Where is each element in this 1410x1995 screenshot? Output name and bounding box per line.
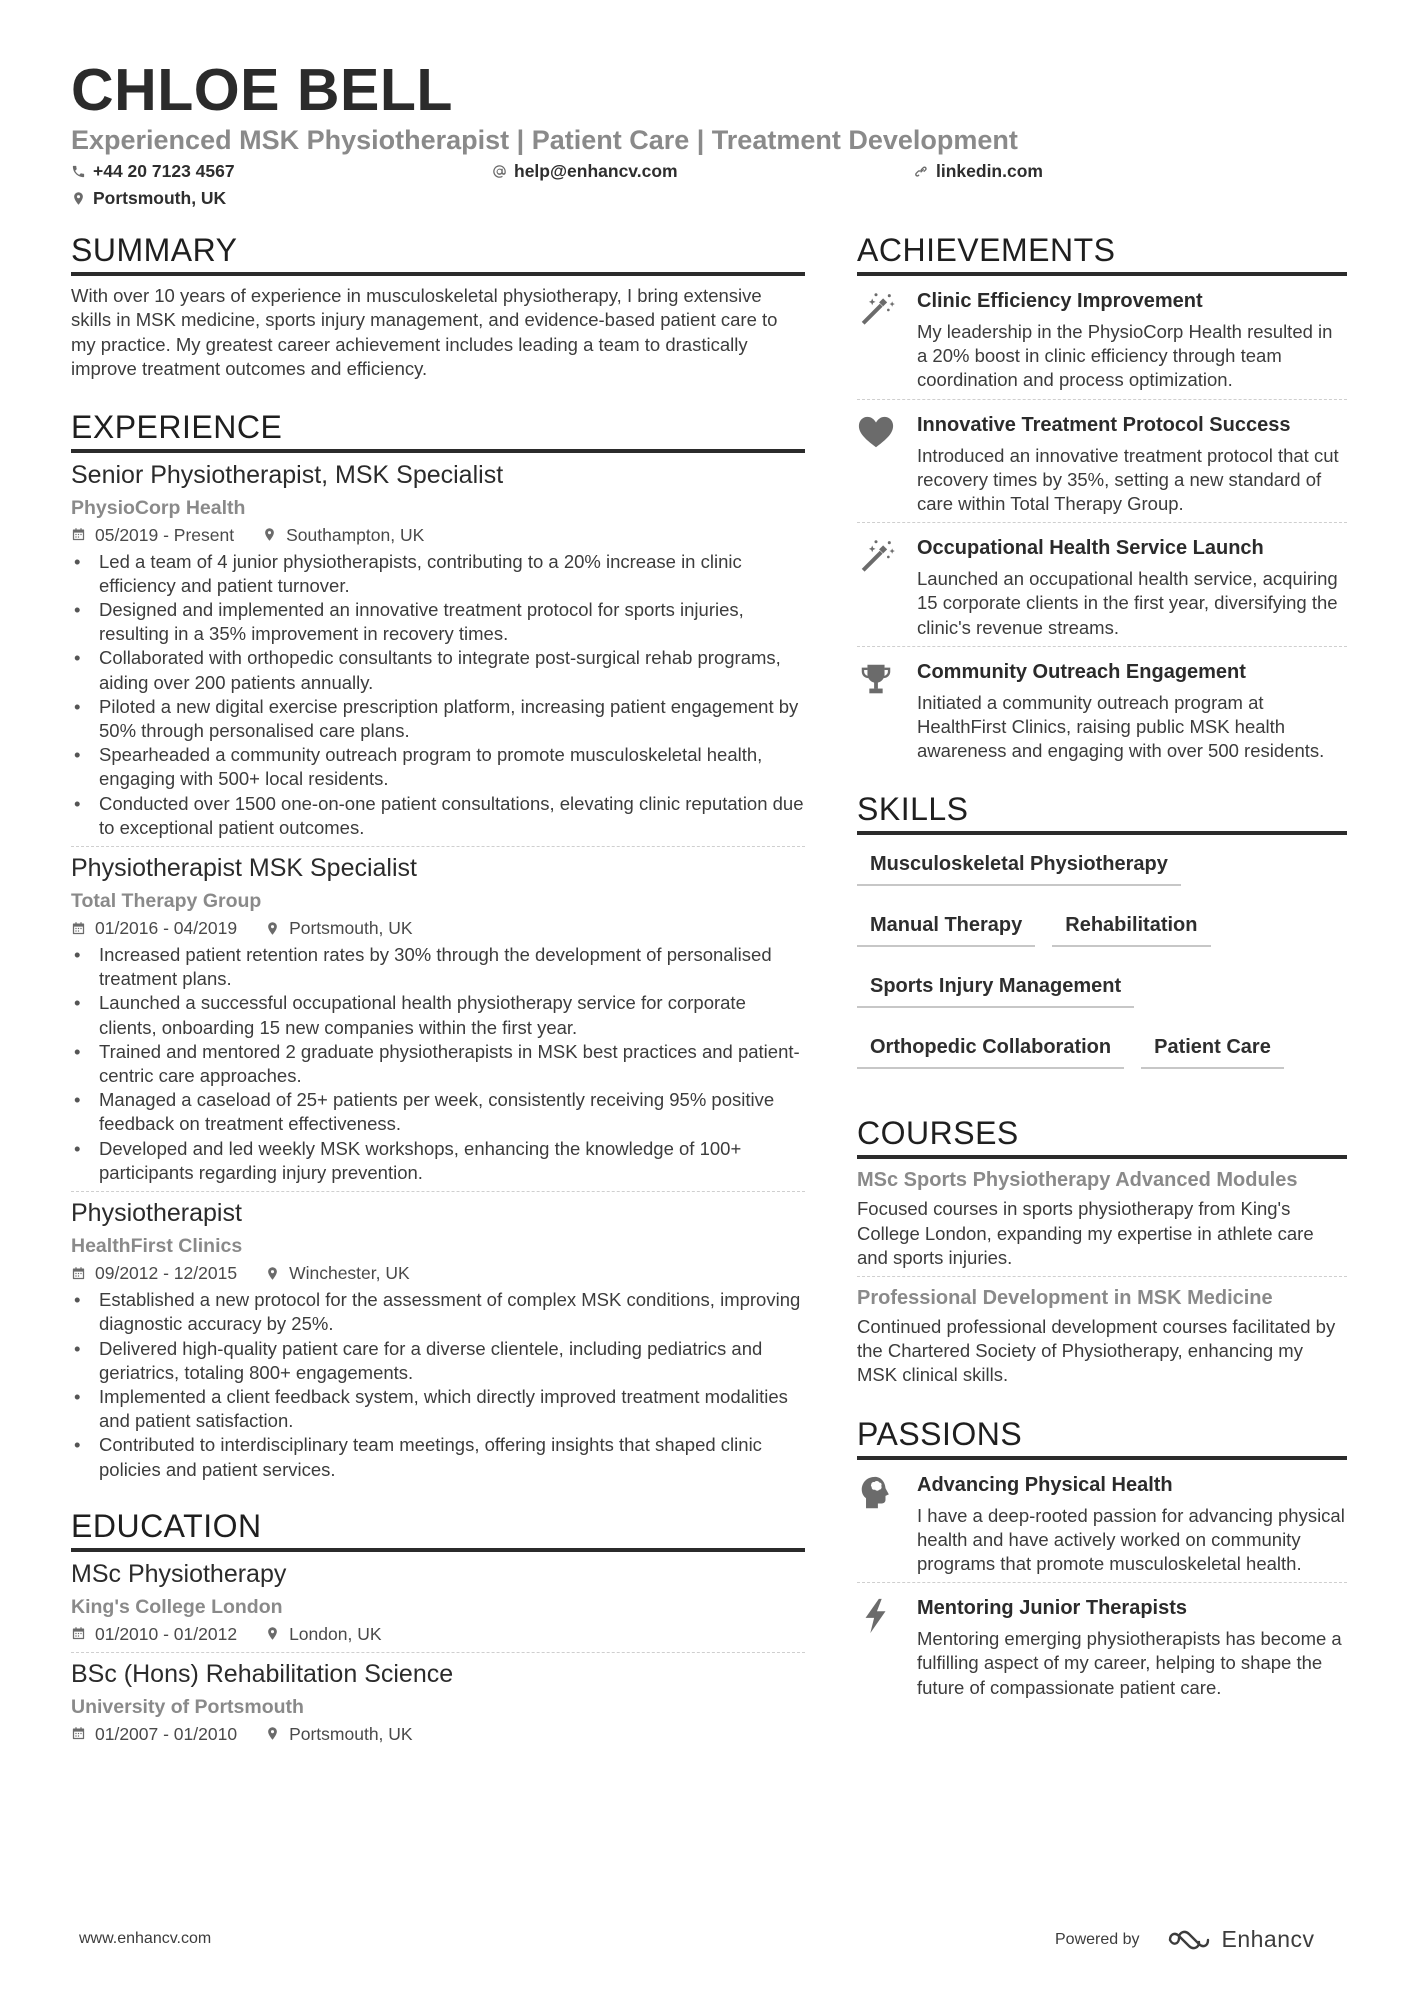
- skill-tag: Rehabilitation: [1052, 904, 1210, 947]
- contact-email[interactable]: [492, 160, 678, 182]
- contact-location: [71, 187, 226, 209]
- achievement-title: Community Outreach Engagement: [917, 660, 1246, 683]
- skills-row: [857, 904, 1347, 965]
- calendar-icon: [71, 1626, 86, 1641]
- achievement-title: Innovative Treatment Protocol Success: [917, 413, 1291, 436]
- school-name: King's College London: [71, 1595, 283, 1618]
- passion-desc: I have a deep-rooted passion for advancing physical health and have actively worked on community programs that promote musculoskeletal health.: [917, 1504, 1345, 1575]
- experience-entry: [71, 1197, 805, 1482]
- achievement-desc: Initiated a community outreach program at HealthFirst Clinics, raising public MSK health awareness and engaging with over 500 residents.: [917, 691, 1325, 762]
- footer-powered: [1055, 1926, 1315, 1953]
- entry-divider: [857, 646, 1347, 647]
- job-meta: [71, 1261, 805, 1285]
- email-text: help@enhancv.com: [514, 161, 678, 181]
- bullet-item: • Increased patient retention rates by 30% through the development of personalised treatment plans.: [71, 943, 805, 991]
- education-meta: [71, 1622, 805, 1646]
- skills-row: [857, 965, 1347, 1026]
- calendar-icon: [71, 527, 86, 542]
- right-column: [857, 230, 1347, 1700]
- job-bullets: [71, 550, 805, 840]
- skill-tag: Sports Injury Management: [857, 965, 1134, 1008]
- course-item: [857, 1167, 1347, 1270]
- section-title-passions: PASSIONS: [857, 1414, 1347, 1460]
- passions-section: [857, 1414, 1347, 1700]
- education-location-wrap: [265, 1622, 381, 1646]
- passion-title: Mentoring Junior Therapists: [917, 1597, 1188, 1620]
- map-pin-icon: [265, 1266, 280, 1281]
- passion-item: [857, 1595, 1347, 1700]
- course-item: [857, 1285, 1347, 1388]
- enhancv-logo-icon: [1166, 1928, 1212, 1952]
- trophy-icon: [857, 661, 895, 699]
- phone-icon: [71, 164, 86, 179]
- map-pin-icon: [265, 921, 280, 936]
- skills-row: [857, 1026, 1347, 1087]
- location-text: Portsmouth, UK: [93, 188, 227, 208]
- bullet-item: • Established a new protocol for the assessment of complex MSK conditions, improving diagnostic accuracy by 25%.: [71, 1288, 805, 1336]
- job-bullets: [71, 1288, 805, 1482]
- course-desc: Focused courses in sports physiotherapy from King's College London, expanding my expertise in athlete care and sports injuries.: [857, 1198, 1314, 1268]
- achievement-desc: My leadership in the PhysioCorp Health resulted in a 20% boost in clinic efficiency through team coordination and process optimization.: [917, 321, 1333, 391]
- job-title: Physiotherapist: [71, 1199, 242, 1228]
- linkedin-text: linkedin.com: [936, 161, 1043, 181]
- education-meta: [71, 1722, 805, 1746]
- bullet-item: • Managed a caseload of 25+ patients per week, consistently receiving 95% positive feedback on treatment effectiveness.: [71, 1088, 805, 1136]
- entry-divider: [857, 1582, 1347, 1583]
- experience-entry: [71, 852, 805, 1185]
- education-section: [71, 1506, 805, 1746]
- head-brain-icon: [857, 1474, 895, 1512]
- bullet-item: • Designed and implemented an innovative treatment protocol for sports injuries, resulting in a 35% improvement in recovery times.: [71, 598, 805, 646]
- heart-icon: [857, 414, 895, 452]
- bullet-item: • Implemented a client feedback system, which directly improved treatment modalities and patient satisfaction.: [71, 1385, 805, 1433]
- calendar-icon: [71, 1726, 86, 1741]
- job-location: Winchester, UK: [289, 1263, 410, 1284]
- skill-tag: Manual Therapy: [857, 904, 1035, 947]
- job-dates: 09/2012 - 12/2015: [95, 1263, 238, 1284]
- calendar-icon: [71, 1266, 86, 1281]
- phone-text: +44 20 7123 4567: [93, 161, 235, 181]
- entry-divider: [71, 846, 805, 847]
- achievement-item: [857, 288, 1347, 393]
- education-dates: 01/2007 - 01/2010: [95, 1723, 238, 1744]
- achievement-item: [857, 659, 1347, 764]
- at-icon: [492, 164, 507, 179]
- course-title: MSc Sports Physiotherapy Advanced Modules: [857, 1169, 1298, 1192]
- job-bullets: [71, 943, 805, 1185]
- bullet-item: • Piloted a new digital exercise prescription platform, increasing patient engagement by 50% through personalised care plans.: [71, 695, 805, 743]
- map-pin-icon: [265, 1726, 280, 1741]
- summary-section: [71, 230, 805, 382]
- section-title-experience: EXPERIENCE: [71, 407, 805, 453]
- course-desc: Continued professional development courses facilitated by the Chartered Society of Physiotherapy, enhancing my MSK clinical skills.: [857, 1316, 1336, 1386]
- degree-title: MSc Physiotherapy: [71, 1559, 287, 1588]
- experience-section: [71, 407, 805, 1482]
- magic-wand-icon: [857, 290, 895, 328]
- section-title-skills: SKILLS: [857, 789, 1347, 835]
- section-title-courses: COURSES: [857, 1113, 1347, 1159]
- job-location-wrap: [265, 1261, 410, 1285]
- section-title-achievements: ACHIEVEMENTS: [857, 230, 1347, 276]
- skill-tag: Patient Care: [1141, 1026, 1284, 1069]
- map-pin-icon: [265, 1626, 280, 1641]
- calendar-icon: [71, 921, 86, 936]
- job-meta: [71, 916, 805, 940]
- candidate-name: CHLOE BELL: [71, 57, 453, 123]
- skill-tag: Orthopedic Collaboration: [857, 1026, 1124, 1069]
- job-company: Total Therapy Group: [71, 890, 262, 913]
- achievement-desc: Launched an occupational health service, acquiring 15 corporate clients in the first year, diversifying the clinic's revenue streams.: [917, 568, 1338, 638]
- job-dates: 05/2019 - Present: [95, 524, 235, 545]
- achievement-desc: Introduced an innovative treatment protocol that cut recovery times by 35%, setting a new standard of care within Total Therapy Group.: [917, 444, 1339, 515]
- education-entry: [71, 1658, 805, 1746]
- bullet-item: • Trained and mentored 2 graduate physiotherapists in MSK best practices and patient-centric care approaches.: [71, 1040, 805, 1088]
- powered-by-text: Powered by: [1055, 1930, 1140, 1948]
- passion-item: [857, 1472, 1347, 1577]
- course-title: Professional Development in MSK Medicine: [857, 1287, 1273, 1310]
- bullet-item: • Delivered high-quality patient care for a diverse clientele, including pediatrics and geriatrics, totaling 800+ engagements.: [71, 1337, 805, 1385]
- bullet-item: • Spearheaded a community outreach program to promote musculoskeletal health, engaging with 500+ local residents.: [71, 743, 805, 791]
- contact-phone: [71, 160, 235, 182]
- bullet-item: • Conducted over 1500 one-on-one patient consultations, elevating clinic reputation due to exceptional patient outcomes.: [71, 792, 805, 840]
- education-dates: 01/2010 - 01/2012: [95, 1623, 238, 1644]
- passion-desc: Mentoring emerging physiotherapists has become a fulfilling aspect of my career, helping to shape the future of compassionate patient care.: [917, 1628, 1342, 1698]
- passion-title: Advancing Physical Health: [917, 1473, 1173, 1496]
- map-pin-icon: [71, 191, 86, 206]
- achievement-item: [857, 535, 1347, 640]
- job-company: PhysioCorp Health: [71, 496, 246, 519]
- bullet-item: • Led a team of 4 junior physiotherapists, contributing to a 20% increase in clinic efficiency and patient turnover.: [71, 550, 805, 598]
- bullet-item: • Developed and led weekly MSK workshops, enhancing the knowledge of 100+ participants regarding injury prevention.: [71, 1137, 805, 1185]
- skills-list: [857, 843, 1347, 1087]
- section-title-summary: SUMMARY: [71, 230, 805, 276]
- left-column: [71, 230, 805, 1746]
- skills-row: [857, 843, 1347, 904]
- map-pin-icon: [262, 527, 277, 542]
- job-location-wrap: [265, 916, 413, 940]
- enhancv-logo[interactable]: [1166, 1926, 1315, 1953]
- job-title: Physiotherapist MSK Specialist: [71, 854, 417, 883]
- bullet-item: • Contributed to interdisciplinary team meetings, offering insights that shaped clinic policies and patient services.: [71, 1433, 805, 1481]
- candidate-headline: Experienced MSK Physiotherapist | Patient Care | Treatment Development: [71, 125, 1018, 155]
- courses-section: [857, 1113, 1347, 1387]
- bullet-item: • Collaborated with orthopedic consultants to integrate post-surgical rehab programs, aiding over 200 patients annually.: [71, 646, 805, 694]
- footer-website[interactable]: www.enhancv.com: [79, 1930, 212, 1947]
- job-location: Southampton, UK: [286, 524, 425, 545]
- entry-divider: [71, 1652, 805, 1653]
- job-location-wrap: [262, 523, 424, 547]
- experience-entry: [71, 459, 805, 840]
- education-location: Portsmouth, UK: [289, 1723, 413, 1744]
- job-dates: 01/2016 - 04/2019: [95, 918, 238, 939]
- section-title-education: EDUCATION: [71, 1506, 805, 1552]
- job-company: HealthFirst Clinics: [71, 1235, 243, 1258]
- job-location: Portsmouth, UK: [289, 918, 413, 939]
- link-icon: [914, 164, 929, 179]
- entry-divider: [857, 1276, 1347, 1277]
- bullet-item: • Launched a successful occupational health physiotherapy service for corporate clients, onboarding 15 new companies within the first year.: [71, 991, 805, 1039]
- achievements-section: [857, 230, 1347, 763]
- magic-wand-icon: [857, 537, 895, 575]
- job-meta: [71, 523, 805, 547]
- school-name: University of Portsmouth: [71, 1695, 304, 1718]
- skills-section: [857, 789, 1347, 1087]
- education-location: London, UK: [289, 1623, 382, 1644]
- entry-divider: [857, 522, 1347, 523]
- achievement-title: Occupational Health Service Launch: [917, 537, 1264, 560]
- lightning-icon: [857, 1597, 895, 1635]
- education-entry: [71, 1558, 805, 1646]
- brand-name: Enhancv: [1221, 1926, 1315, 1952]
- contact-linkedin[interactable]: [914, 160, 1043, 182]
- job-title: Senior Physiotherapist, MSK Specialist: [71, 460, 504, 489]
- degree-title: BSc (Hons) Rehabilitation Science: [71, 1659, 454, 1688]
- entry-divider: [71, 1191, 805, 1192]
- education-location-wrap: [265, 1722, 413, 1746]
- achievement-title: Clinic Efficiency Improvement: [917, 290, 1203, 312]
- entry-divider: [857, 399, 1347, 400]
- summary-text: With over 10 years of experience in musculoskeletal physiotherapy, I bring extensive skills in MSK medicine, sports injury management, and evidence-based patient care to my practice. My greatest career achievement includes leading a team to drastically improve treatment outcomes and efficiency.: [71, 285, 778, 380]
- skill-tag: Musculoskeletal Physiotherapy: [857, 843, 1181, 886]
- achievement-item: [857, 412, 1347, 517]
